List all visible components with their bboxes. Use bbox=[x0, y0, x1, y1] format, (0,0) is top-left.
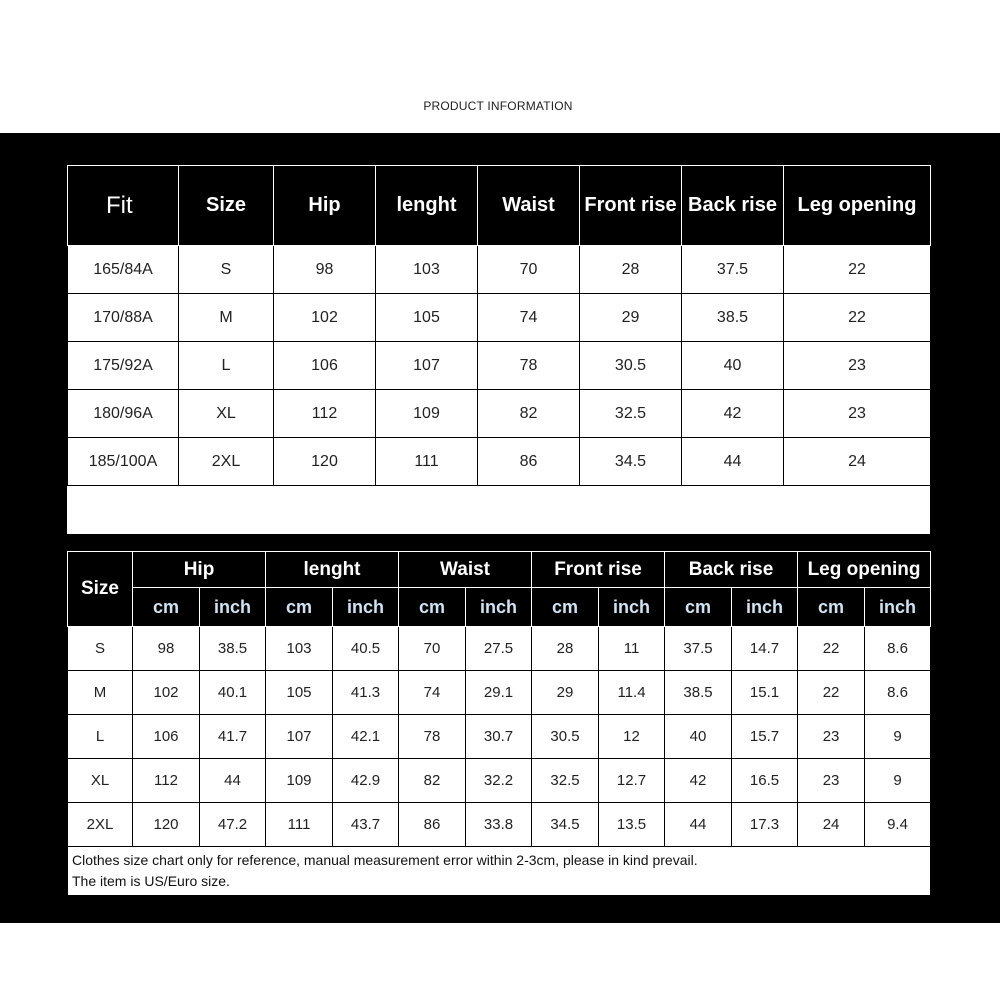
cell-length: 105 bbox=[376, 294, 478, 342]
cell-front-rise: 32.5 bbox=[580, 390, 682, 438]
cell-waist-inch: 27.5 bbox=[466, 627, 532, 671]
cell-waist-cm: 86 bbox=[399, 803, 466, 847]
cell-size: M bbox=[68, 671, 133, 715]
cell-hip-cm: 102 bbox=[133, 671, 200, 715]
header-back-rise: Back rise bbox=[682, 166, 784, 246]
cell-front-rise-inch: 11 bbox=[599, 627, 665, 671]
cell-leg-opening: 23 bbox=[784, 390, 931, 438]
table-row bbox=[68, 803, 931, 847]
header-leg-opening: Leg opening bbox=[784, 166, 931, 246]
header-front-rise: Front rise bbox=[580, 166, 682, 246]
cell-hip-cm: 98 bbox=[133, 627, 200, 671]
cell-leg-opening-inch: 9 bbox=[865, 715, 931, 759]
cell-hip: 98 bbox=[274, 246, 376, 294]
cell-hip-cm: 112 bbox=[133, 759, 200, 803]
unit-cm: cm bbox=[399, 588, 466, 627]
cell-hip-cm: 106 bbox=[133, 715, 200, 759]
cell-back-rise-inch: 15.1 bbox=[732, 671, 798, 715]
cell-back-rise-inch: 16.5 bbox=[732, 759, 798, 803]
cell-length: 109 bbox=[376, 390, 478, 438]
cell-back-rise: 42 bbox=[682, 390, 784, 438]
cell-fit: 170/88A bbox=[68, 294, 179, 342]
cell-hip-inch: 47.2 bbox=[200, 803, 266, 847]
cell-fit: 165/84A bbox=[68, 246, 179, 294]
cell-size: M bbox=[179, 294, 274, 342]
cell-leg-opening: 22 bbox=[784, 246, 931, 294]
cell-waist: 86 bbox=[478, 438, 580, 486]
cell-back-rise-inch: 15.7 bbox=[732, 715, 798, 759]
cell-size: XL bbox=[68, 759, 133, 803]
cell-hip: 120 bbox=[274, 438, 376, 486]
header-hip: Hip bbox=[274, 166, 376, 246]
cell-hip: 112 bbox=[274, 390, 376, 438]
cell-waist-inch: 29.1 bbox=[466, 671, 532, 715]
header-front-rise: Front rise bbox=[532, 552, 665, 588]
cell-size: XL bbox=[179, 390, 274, 438]
cell-back-rise-inch: 14.7 bbox=[732, 627, 798, 671]
cell-waist-inch: 33.8 bbox=[466, 803, 532, 847]
cell-front-rise: 30.5 bbox=[580, 342, 682, 390]
cell-back-rise-inch: 17.3 bbox=[732, 803, 798, 847]
cell-back-rise: 38.5 bbox=[682, 294, 784, 342]
table-row bbox=[68, 627, 931, 671]
table-row bbox=[68, 715, 931, 759]
cell-leg-opening-inch: 9.4 bbox=[865, 803, 931, 847]
cell-front-rise-inch: 12 bbox=[599, 715, 665, 759]
cell-waist: 82 bbox=[478, 390, 580, 438]
unit-cm: cm bbox=[133, 588, 200, 627]
cell-length-cm: 109 bbox=[266, 759, 333, 803]
cell-front-rise-inch: 11.4 bbox=[599, 671, 665, 715]
unit-inch: inch bbox=[466, 588, 532, 627]
header-leg-opening: Leg opening bbox=[798, 552, 931, 588]
cell-front-rise-cm: 28 bbox=[532, 627, 599, 671]
cell-length: 111 bbox=[376, 438, 478, 486]
page-title: PRODUCT INFORMATION bbox=[423, 99, 573, 113]
unit-cm: cm bbox=[532, 588, 599, 627]
table-row bbox=[68, 759, 931, 803]
unit-cm: cm bbox=[798, 588, 865, 627]
note-line-measurement: Clothes size chart only for reference, manual measurement error within 2-3cm, please in kind prevail. bbox=[72, 852, 698, 868]
cell-back-rise: 40 bbox=[682, 342, 784, 390]
table-row bbox=[68, 342, 931, 390]
measurement-note bbox=[68, 847, 931, 896]
cell-length-inch: 40.5 bbox=[333, 627, 399, 671]
cell-hip-inch: 41.7 bbox=[200, 715, 266, 759]
cell-waist-cm: 82 bbox=[399, 759, 466, 803]
cell-length-inch: 42.9 bbox=[333, 759, 399, 803]
note-line-sizing: The item is US/Euro size. bbox=[72, 873, 230, 889]
cell-fit: 185/100A bbox=[68, 438, 179, 486]
cell-waist-inch: 32.2 bbox=[466, 759, 532, 803]
table-group-header-row bbox=[68, 552, 931, 588]
header-back-rise: Back rise bbox=[665, 552, 798, 588]
cell-leg-opening: 23 bbox=[784, 342, 931, 390]
cell-length-inch: 43.7 bbox=[333, 803, 399, 847]
cell-hip-cm: 120 bbox=[133, 803, 200, 847]
note-row bbox=[68, 847, 931, 896]
cell-front-rise-inch: 12.7 bbox=[599, 759, 665, 803]
header-size: Size bbox=[68, 552, 133, 627]
unit-cm: cm bbox=[266, 588, 333, 627]
cell-size: 2XL bbox=[179, 438, 274, 486]
cell-waist: 70 bbox=[478, 246, 580, 294]
cell-front-rise-cm: 30.5 bbox=[532, 715, 599, 759]
unit-inch: inch bbox=[865, 588, 931, 627]
cell-waist: 78 bbox=[478, 342, 580, 390]
cell-size: S bbox=[68, 627, 133, 671]
unit-inch: inch bbox=[200, 588, 266, 627]
cell-fit: 175/92A bbox=[68, 342, 179, 390]
cell-back-rise-cm: 44 bbox=[665, 803, 732, 847]
cell-front-rise-cm: 32.5 bbox=[532, 759, 599, 803]
cell-front-rise: 28 bbox=[580, 246, 682, 294]
cell-hip: 102 bbox=[274, 294, 376, 342]
header-length: lenght bbox=[376, 166, 478, 246]
cell-size: L bbox=[179, 342, 274, 390]
cell-leg-opening-cm: 22 bbox=[798, 627, 865, 671]
table-row bbox=[68, 294, 931, 342]
cell-length-cm: 105 bbox=[266, 671, 333, 715]
cell-fit: 180/96A bbox=[68, 390, 179, 438]
cell-size: S bbox=[179, 246, 274, 294]
cell-length: 107 bbox=[376, 342, 478, 390]
cell-hip-inch: 38.5 bbox=[200, 627, 266, 671]
cell-front-rise: 29 bbox=[580, 294, 682, 342]
cell-front-rise-cm: 29 bbox=[532, 671, 599, 715]
cell-leg-opening-cm: 22 bbox=[798, 671, 865, 715]
unit-inch: inch bbox=[333, 588, 399, 627]
fit-size-table bbox=[67, 165, 931, 486]
cell-hip: 106 bbox=[274, 342, 376, 390]
header-length: lenght bbox=[266, 552, 399, 588]
header-size: Size bbox=[179, 166, 274, 246]
header-waist: Waist bbox=[478, 166, 580, 246]
cell-front-rise-cm: 34.5 bbox=[532, 803, 599, 847]
cell-leg-opening: 22 bbox=[784, 294, 931, 342]
cell-hip-inch: 44 bbox=[200, 759, 266, 803]
table-row bbox=[68, 671, 931, 715]
cell-leg-opening-cm: 24 bbox=[798, 803, 865, 847]
cell-leg-opening-cm: 23 bbox=[798, 715, 865, 759]
cell-size: 2XL bbox=[68, 803, 133, 847]
cell-back-rise-cm: 42 bbox=[665, 759, 732, 803]
cell-leg-opening-inch: 8.6 bbox=[865, 671, 931, 715]
table-row bbox=[68, 438, 931, 486]
cell-front-rise: 34.5 bbox=[580, 438, 682, 486]
header-waist: Waist bbox=[399, 552, 532, 588]
cell-waist: 74 bbox=[478, 294, 580, 342]
cell-leg-opening-cm: 23 bbox=[798, 759, 865, 803]
cm-inch-size-table bbox=[67, 551, 931, 896]
cell-waist-cm: 70 bbox=[399, 627, 466, 671]
cell-length: 103 bbox=[376, 246, 478, 294]
cell-back-rise-cm: 37.5 bbox=[665, 627, 732, 671]
cell-waist-inch: 30.7 bbox=[466, 715, 532, 759]
table-unit-header-row bbox=[68, 588, 931, 627]
table-header-row bbox=[68, 166, 931, 246]
cell-length-cm: 107 bbox=[266, 715, 333, 759]
cell-length-cm: 111 bbox=[266, 803, 333, 847]
cell-length-inch: 41.3 bbox=[333, 671, 399, 715]
header-fit: Fit bbox=[68, 166, 179, 246]
unit-inch: inch bbox=[599, 588, 665, 627]
cell-length-inch: 42.1 bbox=[333, 715, 399, 759]
cell-back-rise-cm: 40 bbox=[665, 715, 732, 759]
cell-front-rise-inch: 13.5 bbox=[599, 803, 665, 847]
cell-leg-opening-inch: 8.6 bbox=[865, 627, 931, 671]
cell-waist-cm: 78 bbox=[399, 715, 466, 759]
cell-back-rise: 37.5 bbox=[682, 246, 784, 294]
cell-back-rise-cm: 38.5 bbox=[665, 671, 732, 715]
header-hip: Hip bbox=[133, 552, 266, 588]
cell-back-rise: 44 bbox=[682, 438, 784, 486]
blank-strip bbox=[67, 486, 930, 534]
unit-cm: cm bbox=[665, 588, 732, 627]
cell-waist-cm: 74 bbox=[399, 671, 466, 715]
cell-hip-inch: 40.1 bbox=[200, 671, 266, 715]
table-row bbox=[68, 390, 931, 438]
unit-inch: inch bbox=[732, 588, 798, 627]
cell-leg-opening: 24 bbox=[784, 438, 931, 486]
table-row bbox=[68, 246, 931, 294]
cell-size: L bbox=[68, 715, 133, 759]
cell-length-cm: 103 bbox=[266, 627, 333, 671]
cell-leg-opening-inch: 9 bbox=[865, 759, 931, 803]
